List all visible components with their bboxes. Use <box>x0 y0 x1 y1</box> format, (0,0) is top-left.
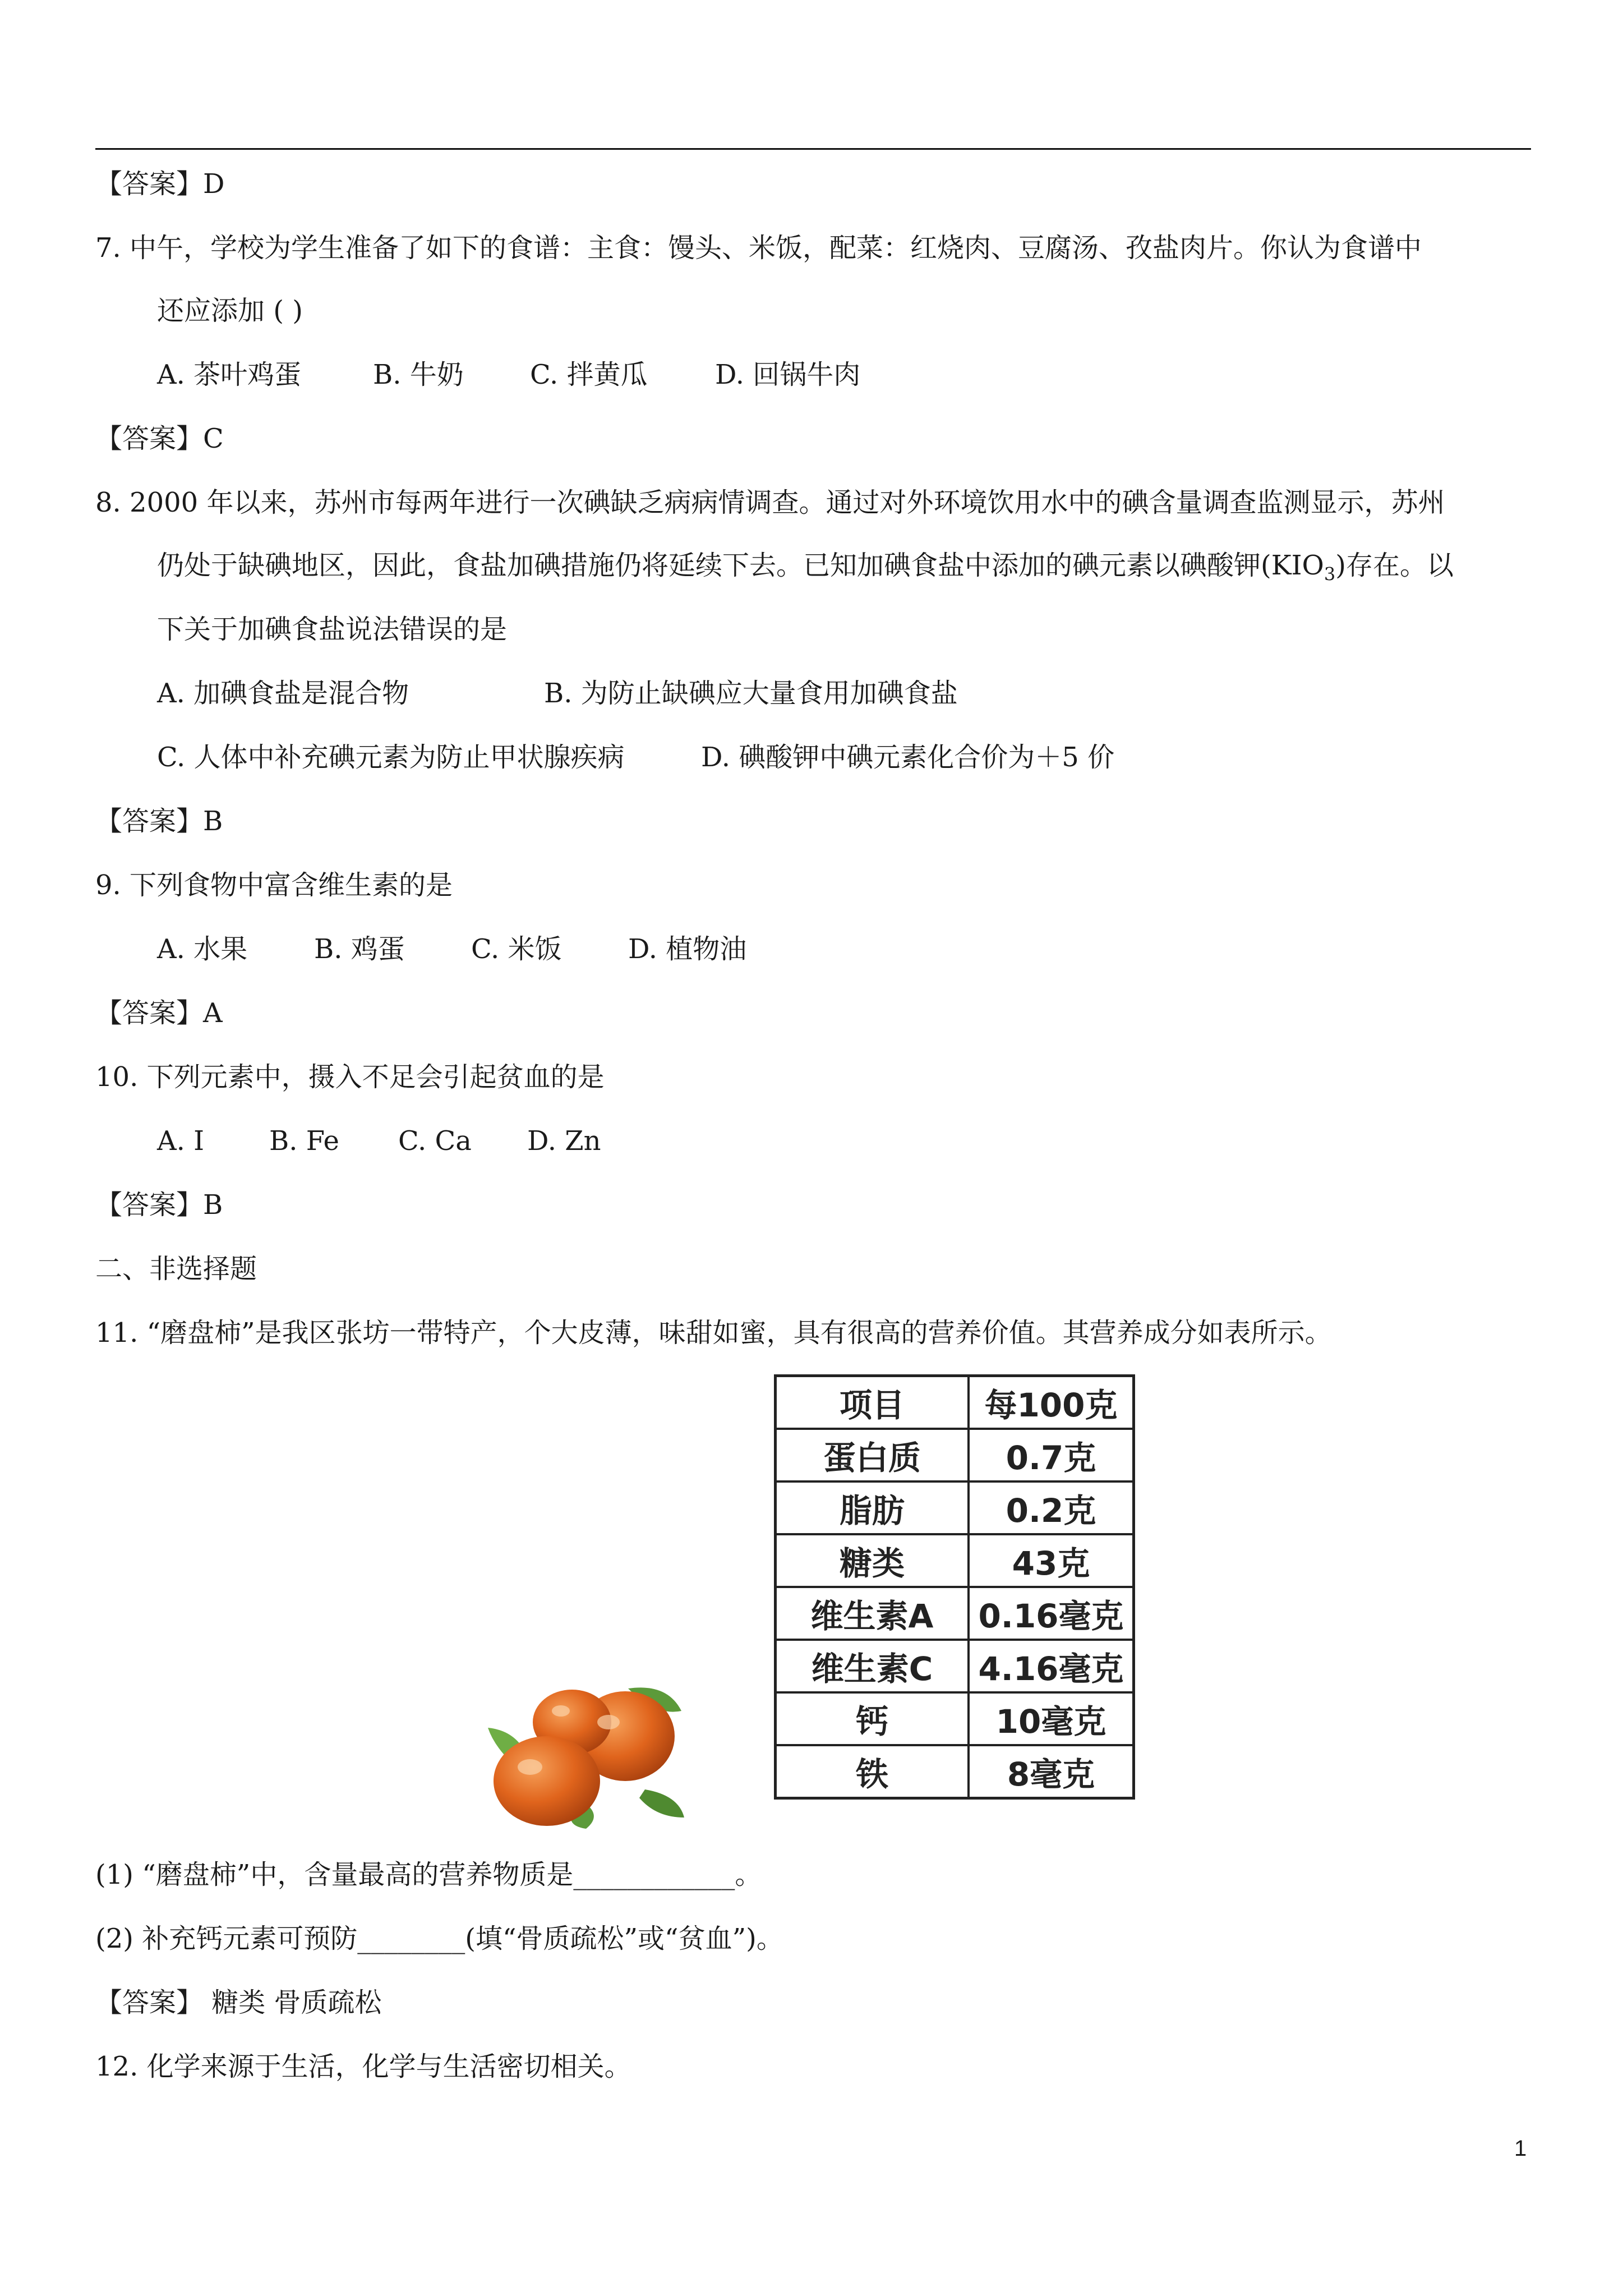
table-row <box>776 1534 1134 1587</box>
question-8-options-cd <box>157 739 1114 775</box>
table-cell: 0.7克 <box>969 1429 1134 1481</box>
option-b: B. 为防止缺碘应大量食用加碘食盐 <box>544 678 958 709</box>
table-cell: 铁 <box>776 1745 969 1798</box>
table-row <box>776 1587 1134 1640</box>
question-7-options <box>157 357 860 393</box>
option-a: A. 水果 <box>157 933 248 965</box>
question-10-options <box>157 1123 601 1159</box>
table-cell: 钙 <box>776 1692 969 1745</box>
table-cell: 0.2克 <box>969 1481 1134 1534</box>
table-cell: 维生素C <box>776 1640 969 1692</box>
question-8-stem-cont <box>157 547 1454 592</box>
answer-q9: 【答案】A <box>95 997 223 1029</box>
question-11-part-1: (1) “磨盘柿”中，含量最高的营养物质是____________。 <box>95 1859 762 1890</box>
option-c: C. 人体中补充碘元素为防止甲状腺疾病 <box>157 742 625 773</box>
question-9-stem: 9. 下列食物中富含维生素的是 <box>95 869 453 901</box>
question-8-options-ab <box>157 675 958 711</box>
option-a: A. 茶叶鸡蛋 <box>157 359 302 390</box>
question-8-stem-cont2: 下关于加碘食盐说法错误的是 <box>157 614 508 645</box>
option-a: A. 加碘食盐是混合物 <box>157 678 409 709</box>
option-b: B. 牛奶 <box>373 359 464 390</box>
section-heading: 二、非选择题 <box>95 1253 257 1285</box>
question-7-stem: 7. 中午，学校为学生准备了如下的食谱：主食：馒头、米饭，配菜：红烧肉、豆腐汤、孜盐肉片。你认为食谱中 <box>95 232 1422 264</box>
q8-subscript: 3 <box>1324 563 1336 585</box>
header-rule <box>95 148 1531 150</box>
q8-text-pre: 仍处于缺碘地区，因此，食盐加碘措施仍将延续下去。已知加碘食盐中添加的碘元素以碘酸钾(KIO <box>157 550 1324 581</box>
table-row <box>776 1376 1134 1429</box>
table-cell: 每100克 <box>969 1376 1134 1429</box>
question-11-stem: 11. “磨盘柿”是我区张坊一带特产，个大皮薄，味甜如蜜，具有很高的营养价值。其营养成分如表所示。 <box>95 1317 1332 1349</box>
table-cell: 4.16毫克 <box>969 1640 1134 1692</box>
table-row <box>776 1640 1134 1692</box>
table-cell: 43克 <box>969 1534 1134 1587</box>
table-cell: 糖类 <box>776 1534 969 1587</box>
persimmon-illustration <box>488 1677 684 1829</box>
answer-q6: 【答案】D <box>95 168 225 200</box>
option-b: B. 鸡蛋 <box>314 933 405 965</box>
question-12-stem: 12. 化学来源于生活，化学与生活密切相关。 <box>95 2051 631 2082</box>
option-c: C. Ca <box>398 1125 472 1157</box>
answer-q10: 【答案】B <box>95 1189 223 1221</box>
table-cell: 10毫克 <box>969 1692 1134 1745</box>
option-d: D. 碘酸钾中碘元素化合价为＋5 价 <box>701 742 1115 773</box>
option-b: B. Fe <box>269 1125 339 1157</box>
question-10-stem: 10. 下列元素中，摄入不足会引起贫血的是 <box>95 1061 605 1093</box>
table-cell: 脂肪 <box>776 1481 969 1534</box>
question-11-part-2: (2) 补充钙元素可预防________(填“骨质疏松”或“贫血”)。 <box>95 1923 783 1954</box>
option-a: A. I <box>157 1125 205 1157</box>
question-7-stem-cont: 还应添加 ( ) <box>157 295 303 326</box>
option-d: D. 植物油 <box>628 933 747 965</box>
page-number: 1 <box>1514 2136 1527 2161</box>
answer-q11: 【答案】 糖类 骨质疏松 <box>95 1987 382 2018</box>
table-row <box>776 1481 1134 1534</box>
option-d: D. Zn <box>527 1125 601 1157</box>
answer-q8: 【答案】B <box>95 806 223 837</box>
question-9-options <box>157 931 746 967</box>
table-cell: 项目 <box>776 1376 969 1429</box>
question-8-stem: 8. 2000 年以来，苏州市每两年进行一次碘缺乏病病情调查。通过对外环境饮用水中的碘含量调查监测显示，苏州 <box>95 487 1445 518</box>
table-cell: 0.16毫克 <box>969 1587 1134 1640</box>
table-cell: 维生素A <box>776 1587 969 1640</box>
table-cell: 8毫克 <box>969 1745 1134 1798</box>
table-cell: 蛋白质 <box>776 1429 969 1481</box>
q8-text-post: )存在。以 <box>1335 550 1454 581</box>
answer-q7: 【答案】C <box>95 423 224 454</box>
option-c: C. 拌黄瓜 <box>530 359 648 390</box>
nutrition-table <box>774 1374 1135 1800</box>
option-c: C. 米饭 <box>471 933 562 965</box>
table-row <box>776 1429 1134 1481</box>
option-d: D. 回锅牛肉 <box>715 359 861 390</box>
table-row <box>776 1745 1134 1798</box>
table-row <box>776 1692 1134 1745</box>
